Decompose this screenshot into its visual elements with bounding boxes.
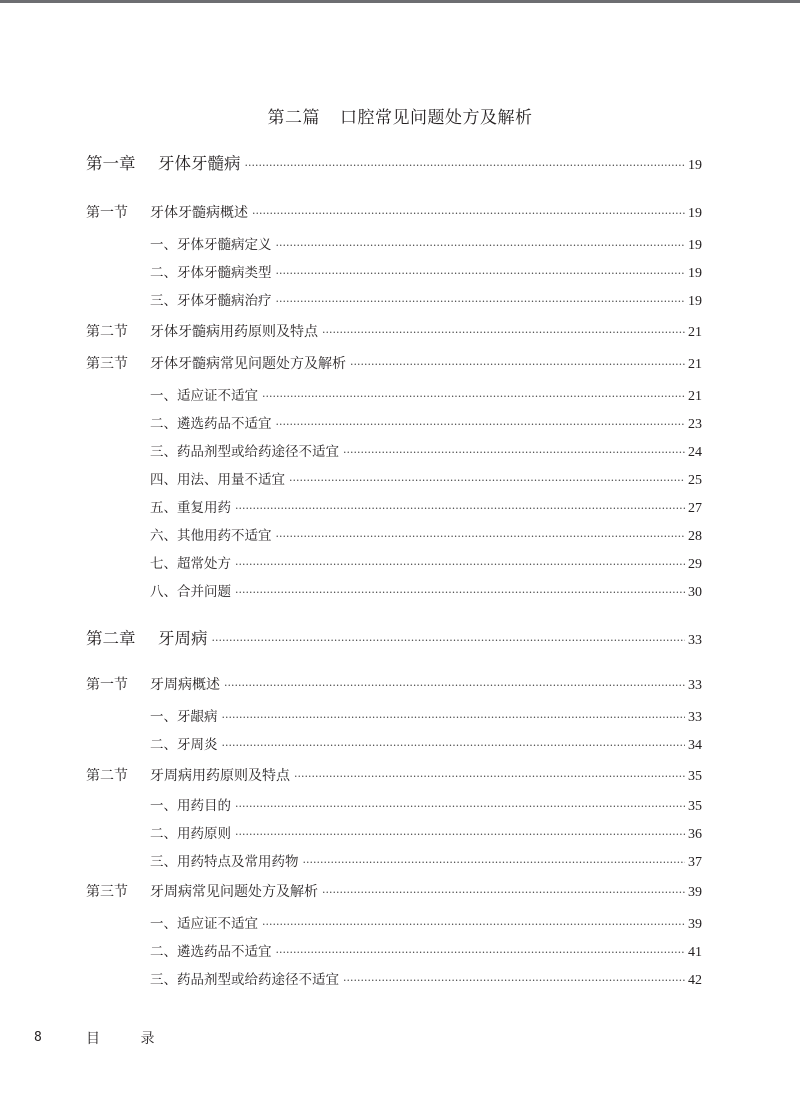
toc-entry-text: 一、牙龈病	[150, 709, 218, 725]
toc-entry-number: 第二节	[86, 768, 128, 784]
toc-entry-text: 六、其他用药不适宜	[150, 528, 272, 544]
part-number: 第二篇	[267, 108, 320, 128]
toc-entry-text: 二、牙周炎	[150, 737, 218, 753]
toc-entry-label	[150, 940, 272, 960]
dot-leader	[262, 390, 685, 403]
toc-entry-page: 21	[688, 325, 702, 340]
toc-item-entry[interactable]	[150, 733, 702, 754]
dot-leader	[276, 295, 686, 308]
dot-leader	[224, 679, 685, 692]
toc-entry-text: 八、合并问题	[150, 584, 231, 600]
toc-entry-text: 一、牙体牙髓病定义	[150, 237, 272, 253]
toc-entry-label	[86, 674, 220, 694]
part-title	[0, 103, 800, 128]
dot-leader	[322, 326, 685, 339]
toc-entry-text: 二、遴选药品不适宜	[150, 944, 272, 960]
toc-entry-number: 第三节	[86, 884, 128, 900]
toc-entry-label	[86, 202, 248, 222]
dot-leader	[276, 946, 686, 959]
toc-item-entry[interactable]	[150, 822, 702, 843]
dot-leader	[245, 159, 686, 172]
toc-section-entry[interactable]	[86, 321, 702, 341]
toc-section-entry[interactable]	[86, 765, 702, 785]
toc-entry-page: 29	[688, 557, 702, 572]
toc-entry-label	[150, 912, 258, 932]
toc-entry-page: 19	[688, 206, 702, 221]
toc-entry-label	[150, 384, 258, 404]
toc-entry-page: 41	[688, 945, 702, 960]
dot-leader	[235, 828, 685, 841]
toc-entry-page: 42	[688, 973, 702, 988]
toc-entry-label	[86, 625, 208, 649]
dot-leader	[350, 358, 685, 371]
toc-item-entry[interactable]	[150, 705, 702, 726]
toc-entry-page: 19	[688, 266, 702, 281]
toc-item-entry[interactable]	[150, 968, 702, 989]
toc-item-entry[interactable]	[150, 940, 702, 961]
toc-entry-text: 牙体牙髓病用药原则及特点	[150, 324, 318, 340]
toc-entry-page: 21	[688, 389, 702, 404]
toc-entry-page: 33	[688, 678, 702, 693]
toc-entry-text: 七、超常处方	[150, 556, 231, 572]
toc-section-entry[interactable]	[86, 674, 702, 694]
toc-entry-text: 三、牙体牙髓病治疗	[150, 293, 272, 309]
toc-entry-text: 牙体牙髓病概述	[150, 205, 248, 221]
toc-entry-page: 39	[688, 885, 702, 900]
toc-section-entry[interactable]	[86, 881, 702, 901]
toc-item-entry[interactable]	[150, 580, 702, 601]
toc-entry-page: 34	[688, 738, 702, 753]
toc-entry-label	[150, 822, 231, 842]
toc-section-entry[interactable]	[86, 202, 702, 222]
toc-item-entry[interactable]	[150, 524, 702, 545]
toc-item-entry[interactable]	[150, 912, 702, 933]
toc-entry-label	[86, 353, 346, 373]
footer-page-number: 8	[34, 1030, 42, 1045]
toc-entry-text: 二、遴选药品不适宜	[150, 416, 272, 432]
dot-leader	[222, 711, 686, 724]
toc-entry-text: 牙周病用药原则及特点	[150, 768, 290, 784]
toc-entry-text: 二、牙体牙髓病类型	[150, 265, 272, 281]
toc-entry-label	[86, 881, 318, 901]
toc-entry-page: 21	[688, 357, 702, 372]
toc-entry-label	[150, 794, 231, 814]
dot-leader	[252, 207, 685, 220]
toc-entry-number: 第一节	[86, 205, 128, 221]
dot-leader	[235, 502, 685, 515]
toc-entry-label	[150, 733, 218, 753]
toc-entry-label	[150, 850, 299, 870]
toc-entry-label	[150, 468, 285, 488]
toc-entry-label	[150, 289, 272, 309]
toc-entry-text: 一、用药目的	[150, 798, 231, 814]
toc-entry-label	[150, 496, 231, 516]
toc-entry-text: 牙周病概述	[150, 677, 220, 693]
toc-entry-label	[86, 321, 318, 341]
toc-entry-label	[86, 765, 290, 785]
dot-leader	[235, 800, 685, 813]
toc-entry-page: 19	[688, 294, 702, 309]
toc-item-entry[interactable]	[150, 384, 702, 405]
dot-leader	[212, 634, 686, 647]
toc-entry-text: 五、重复用药	[150, 500, 231, 516]
dot-leader	[289, 474, 685, 487]
toc-chapter-entry[interactable]	[86, 150, 702, 174]
toc-item-entry[interactable]	[150, 794, 702, 815]
toc-entry-label	[150, 580, 231, 600]
toc-entry-text: 牙体牙髓病	[158, 154, 241, 173]
toc-entry-page: 35	[688, 799, 702, 814]
dot-leader	[235, 586, 685, 599]
toc-entry-text: 三、药品剂型或给药途径不适宜	[150, 444, 339, 460]
toc-item-entry[interactable]	[150, 233, 702, 254]
dot-leader	[222, 739, 686, 752]
dot-leader	[276, 267, 686, 280]
toc-chapter-entry[interactable]	[86, 625, 702, 649]
toc-item-entry[interactable]	[150, 440, 702, 461]
dot-leader	[343, 446, 685, 459]
toc-item-entry[interactable]	[150, 261, 702, 282]
toc-entry-page: 30	[688, 585, 702, 600]
dot-leader	[276, 418, 686, 431]
toc-entry-page: 25	[688, 473, 702, 488]
part-title-text: 口腔常见问题处方及解析	[340, 108, 533, 128]
toc-entry-text: 三、用药特点及常用药物	[150, 854, 299, 870]
toc-entry-page: 19	[688, 238, 702, 253]
toc-entry-page: 37	[688, 855, 702, 870]
toc-entry-text: 一、适应证不适宜	[150, 388, 258, 404]
toc-entry-text: 牙体牙髓病常见问题处方及解析	[150, 356, 346, 372]
toc-entry-text: 牙周病	[158, 629, 208, 648]
toc-item-entry[interactable]	[150, 468, 702, 489]
dot-leader	[343, 974, 685, 987]
toc-entry-page: 39	[688, 917, 702, 932]
dot-leader	[276, 530, 686, 543]
toc-entry-number: 第一节	[86, 677, 128, 693]
toc-entry-page: 36	[688, 827, 702, 842]
toc-entry-label	[150, 552, 231, 572]
toc-entry-page: 33	[688, 633, 702, 648]
toc-entry-label	[150, 524, 272, 544]
toc-entry-label	[150, 705, 218, 725]
toc-item-entry[interactable]	[150, 496, 702, 517]
toc-entry-label	[150, 440, 339, 460]
toc-entry-label	[150, 233, 272, 253]
toc-entry-text: 一、适应证不适宜	[150, 916, 258, 932]
toc-entry-number: 第一章	[86, 154, 136, 173]
dot-leader	[276, 239, 686, 252]
toc-item-entry[interactable]	[150, 850, 702, 871]
toc-entry-number: 第二章	[86, 629, 136, 648]
toc-entry-label	[150, 412, 272, 432]
footer-title: 目 录	[86, 1031, 173, 1047]
toc-entry-page: 33	[688, 710, 702, 725]
dot-leader	[262, 918, 685, 931]
toc-entry-page: 23	[688, 417, 702, 432]
toc-entry-page: 27	[688, 501, 702, 516]
toc-section-entry[interactable]	[86, 353, 702, 373]
toc-entry-text: 二、用药原则	[150, 826, 231, 842]
toc-entry-label	[150, 261, 272, 281]
dot-leader	[294, 770, 685, 783]
toc-entry-number: 第二节	[86, 324, 128, 340]
dot-leader	[235, 558, 685, 571]
top-rule	[0, 0, 800, 3]
toc-item-entry[interactable]	[150, 552, 702, 573]
toc-entry-page: 28	[688, 529, 702, 544]
toc-entry-text: 四、用法、用量不适宜	[150, 472, 285, 488]
toc-entry-text: 牙周病常见问题处方及解析	[150, 884, 318, 900]
toc-entry-label	[86, 150, 241, 174]
toc-entry-label	[150, 968, 339, 988]
toc-entry-page: 24	[688, 445, 702, 460]
toc-entry-page: 35	[688, 769, 702, 784]
dot-leader	[322, 886, 685, 899]
toc-entry-page: 19	[688, 158, 702, 173]
toc-item-entry[interactable]	[150, 412, 702, 433]
dot-leader	[303, 856, 686, 869]
toc-entry-text: 三、药品剂型或给药途径不适宜	[150, 972, 339, 988]
toc-entry-number: 第三节	[86, 356, 128, 372]
toc-item-entry[interactable]	[150, 289, 702, 310]
